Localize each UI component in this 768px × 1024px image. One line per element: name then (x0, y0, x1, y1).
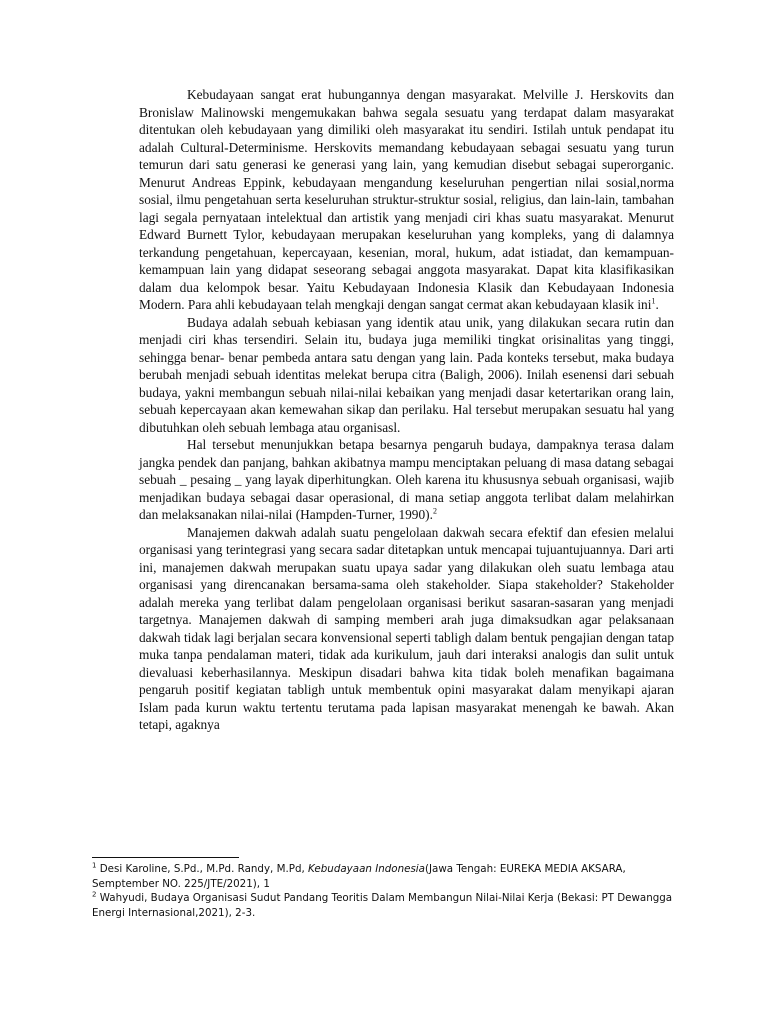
footnotes (92, 862, 692, 920)
paragraph-1-text: Kebudayaan sangat erat hubungannya dengan masyarakat. Melville J. Herskovits dan Bronislaw Malinowski mengemukakan bahwa segala sesuatu yang terdapat dalam masyarakat ditentukan oleh kebudayaan yang dimiliki oleh masyarakat itu sendiri. Istilah untuk pendapat itu adalah Cultural-Determinisme. Herskovits memandang kebudayaan sebagai sesuatu yang turun temurun dari satu generasi ke generasi yang lain, yang kemudian disebut sebagai superorganic. Menurut Andreas Eppink, kebudayaan mengandung keseluruhan pengertian nilai sosial,norma sosial, ilmu pengetahuan serta keseluruhan struktur-struktur sosial, religius, dan lain-lain, tambahan lagi segala pernyataan intelektual dan artistik yang menjadi ciri khas suatu masyarakat. Menurut Edward Burnett Tylor, kebudayaan merupakan keseluruhan yang kompleks, yang di dalamnya terkandung pengetahuan, kepercayaan, kesenian, moral, hukum, adat istiadat, dan kemampuan-kemampuan lain yang didapat seseorang sebagai anggota masyarakat. Dapat kita klasifikasikan dalam dua kelompok besar. Yaitu Kebudayaan Indonesia Klasik dan Kebudayaan Indonesia Modern. Para ahli kebudayaan telah mengkaji dengan sangat cermat akan kebudayaan klasik ini (139, 87, 674, 312)
paragraph-2 (139, 314, 674, 437)
footnote-ref-2[interactable]: 2 (432, 506, 437, 516)
footnote-1-title: Kebudayaan Indonesia (308, 863, 425, 875)
footnote-2-mark: 2 (92, 890, 97, 899)
paragraph-3-text: Hal tersebut menunjukkan betapa besarnya pengaruh budaya, dampaknya terasa dalam jangka pendek dan panjang, bahkan akibatnya mampu menciptakan peluang di masa datang sebagai sebuah _ pesaing _ yang layak diperhitungkan. Oleh karena itu khususnya sebuah organisasi, wajib menjadikan budaya sebagai dasar operasional, di mana setiap anggota terlibat dalam melahirkan dan melaksanakan nilai-nilai (Hampden-Turner, 1990). (139, 437, 674, 522)
paragraph-1-end: . (655, 297, 659, 312)
paragraph-1 (139, 86, 674, 314)
paragraph-3 (139, 436, 674, 524)
footnote-1-authors: Desi Karoline, S.Pd., M.Pd. Randy, M.Pd, (96, 863, 309, 875)
footnote-1-rest: (Jawa Tengah: EUREKA MEDIA AKSARA, Semptember NO. 225/JTE/2021), 1 (92, 863, 626, 890)
paragraph-4 (139, 524, 674, 734)
paragraph-4-text: Manajemen dakwah adalah suatu pengelolaan dakwah secara efektif dan efesien melalui organisasi yang terintegrasi yang secara sadar ditetapkan untuk mencapai tujuantujuannya. Dari arti ini, manajemen dakwah merupakan suatu upaya sadar yang dilakukan oleh suatu lembaga atau organisasi yang direncanakan bersama-sama oleh stakeholder. Siapa stakeholder? Stakeholder adalah mereka yang terlibat dalam pengelolaan organisasi berikut sasaran-sasaran yang menjadi targetnya. Manajemen dakwah di samping memberi arah juga dimaksudkan agar pelaksanaan dakwah tidak lagi berjalan secara konvensional seperti tabligh dalam bentuk pengajian dengan tatap muka tanpa pendalaman materi, tidak ada kurikulum, jauh dari interaksi analogis dan sulit untuk dievaluasi keberhasilannya. Meskipun disadari bahwa kita tidak boleh menafikan bagaimana pengaruh positif kegiatan tabligh untuk membentuk opini masyarakat dalam menyikapi ajaran Islam pada kurun waktu tertentu terutama pada lapisan masyarakat menengah ke bawah. Akan tetapi, agaknya (139, 524, 674, 732)
paragraph-2-text: Budaya adalah sebuah kebiasan yang identik atau unik, yang dilakukan secara rutin dan menjadi ciri khas tersendiri. Selain itu, budaya juga memiliki tingkat orisinalitas yang tinggi, sehingga benar- benar pembeda antara satu dengan yang lain. Pada konteks tersebut, maka budaya berubah menjadi sebuah identitas melekat berupa citra (Baligh, 2006). Inilah esenensi dari sebuah budaya, yakni membangun sebuah nilai-nilai kebaikan yang menjadi dasar ketertarikan orang lain, sebuah kepercayaan akan kemewahan sikap dan perilaku. Hal tersebut merupakan sesuatu hal yang dibutuhkan oleh sebuah lembaga atau organisasl. (139, 314, 674, 435)
footnote-1 (92, 862, 692, 891)
footnote-2 (92, 891, 692, 920)
document-body (139, 86, 674, 734)
footnote-ref-1[interactable]: 1 (651, 296, 656, 306)
footnote-2-text: Wahyudi, Budaya Organisasi Sudut Pandang Teoritis Dalam Membangun Nilai-Nilai Kerja (Bekasi: PT Dewangga Energi Internasional,2021), 2-3. (92, 892, 673, 919)
footnote-1-mark: 1 (92, 861, 97, 870)
footnote-separator (92, 857, 239, 858)
